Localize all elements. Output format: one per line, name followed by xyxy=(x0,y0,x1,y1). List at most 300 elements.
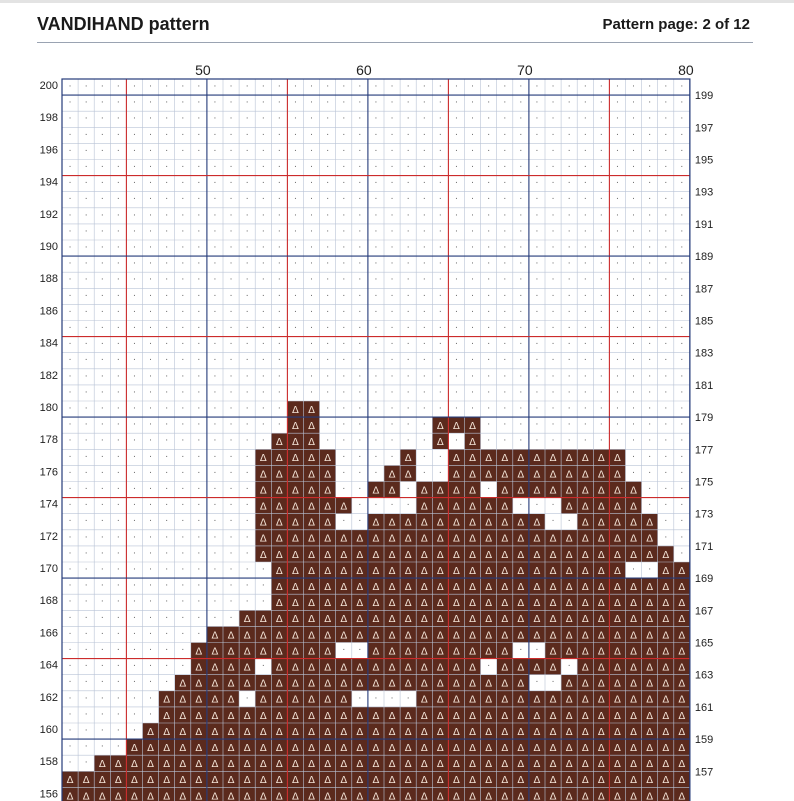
empty-dot: · xyxy=(245,339,249,350)
empty-dot: · xyxy=(342,130,346,141)
empty-dot: · xyxy=(310,194,313,205)
row-label-right: 195 xyxy=(694,154,714,167)
stitch-symbol: Δ xyxy=(356,565,364,577)
empty-dot: · xyxy=(487,661,491,672)
empty-dot: · xyxy=(326,403,330,414)
stitch-symbol: Δ xyxy=(114,775,122,787)
empty-dot: · xyxy=(551,387,555,398)
stitch-symbol: Δ xyxy=(292,630,299,642)
empty-dot: · xyxy=(213,532,217,543)
empty-dot: · xyxy=(535,275,539,286)
empty-dot: · xyxy=(680,81,684,92)
empty-dot: · xyxy=(84,758,88,769)
stitch-symbol: Δ xyxy=(259,791,267,801)
empty-dot: · xyxy=(342,516,346,527)
empty-dot: · xyxy=(406,500,410,511)
stitch-symbol: Δ xyxy=(243,743,251,755)
stitch-symbol: Δ xyxy=(646,694,654,706)
stitch-symbol: Δ xyxy=(646,759,654,771)
empty-dot: · xyxy=(133,420,136,431)
empty-dot: · xyxy=(213,436,217,447)
row-label-left: 176 xyxy=(39,466,58,479)
empty-dot: · xyxy=(616,403,619,414)
empty-dot: · xyxy=(551,516,555,527)
stitch-symbol: Δ xyxy=(678,775,686,787)
stitch-symbol: Δ xyxy=(581,630,589,642)
empty-dot: · xyxy=(213,226,217,237)
stitch-symbol: Δ xyxy=(388,743,396,755)
stitch-symbol: Δ xyxy=(388,759,396,771)
empty-dot: · xyxy=(680,548,684,559)
stitch-symbol: Δ xyxy=(597,694,605,706)
empty-dot: · xyxy=(116,242,120,253)
empty-dot: · xyxy=(68,709,72,720)
row-label-right: 161 xyxy=(694,701,714,714)
empty-dot: · xyxy=(229,484,233,495)
stitch-symbol: Δ xyxy=(292,582,299,594)
empty-dot: · xyxy=(551,81,555,92)
stitch-symbol: Δ xyxy=(453,726,460,738)
empty-dot: · xyxy=(455,387,458,398)
empty-dot: · xyxy=(181,452,185,463)
empty-dot: · xyxy=(487,242,491,253)
row-label-right: 163 xyxy=(694,669,714,682)
empty-dot: · xyxy=(116,629,120,640)
empty-dot: · xyxy=(406,693,410,704)
stitch-symbol: Δ xyxy=(324,614,332,626)
empty-dot: · xyxy=(455,178,458,189)
empty-dot: · xyxy=(100,226,104,237)
stitch-symbol: Δ xyxy=(243,678,251,690)
stitch-symbol: Δ xyxy=(517,533,525,545)
stitch-symbol: Δ xyxy=(533,598,541,610)
empty-dot: · xyxy=(229,436,233,447)
stitch-symbol: Δ xyxy=(485,565,493,577)
empty-dot: · xyxy=(632,436,635,447)
stitch-symbol: Δ xyxy=(259,517,267,529)
empty-dot: · xyxy=(245,581,249,592)
empty-dot: · xyxy=(133,242,136,253)
empty-dot: · xyxy=(149,452,152,463)
empty-dot: · xyxy=(535,130,539,141)
empty-dot: · xyxy=(100,548,104,559)
stitch-symbol: Δ xyxy=(211,726,219,738)
empty-dot: · xyxy=(229,210,233,221)
stitch-symbol: Δ xyxy=(195,678,203,690)
empty-dot: · xyxy=(133,146,136,157)
empty-dot: · xyxy=(181,355,185,366)
empty-dot: · xyxy=(165,194,169,205)
empty-dot: · xyxy=(277,420,281,431)
empty-dot: · xyxy=(133,194,136,205)
empty-dot: · xyxy=(374,242,378,253)
empty-dot: · xyxy=(326,355,330,366)
stitch-symbol: Δ xyxy=(147,791,154,801)
stitch-symbol: Δ xyxy=(275,743,283,755)
empty-dot: · xyxy=(84,242,88,253)
empty-dot: · xyxy=(390,130,394,141)
empty-dot: · xyxy=(390,146,394,157)
empty-dot: · xyxy=(648,81,652,92)
stitch-symbol: Δ xyxy=(243,630,251,642)
empty-dot: · xyxy=(310,307,313,318)
stitch-symbol: Δ xyxy=(549,453,557,465)
row-label-right: 181 xyxy=(694,379,714,392)
stitch-symbol: Δ xyxy=(630,598,637,610)
empty-dot: · xyxy=(583,98,587,109)
empty-dot: · xyxy=(213,500,217,511)
empty-dot: · xyxy=(310,146,313,157)
empty-dot: · xyxy=(149,420,152,431)
stitch-symbol: Δ xyxy=(82,791,90,801)
empty-dot: · xyxy=(197,130,201,141)
empty-dot: · xyxy=(358,226,362,237)
empty-dot: · xyxy=(471,146,474,157)
empty-dot: · xyxy=(181,484,185,495)
stitch-symbol: Δ xyxy=(597,501,605,513)
row-label-left: 188 xyxy=(39,273,58,286)
stitch-symbol: Δ xyxy=(453,775,460,787)
stitch-symbol: Δ xyxy=(404,726,412,738)
stitch-symbol: Δ xyxy=(163,710,171,722)
empty-dot: · xyxy=(326,130,330,141)
empty-dot: · xyxy=(229,371,233,382)
empty-dot: · xyxy=(181,613,185,624)
stitch-symbol: Δ xyxy=(292,485,299,497)
empty-dot: · xyxy=(133,564,136,575)
empty-dot: · xyxy=(229,403,233,414)
stitch-symbol: Δ xyxy=(308,469,315,481)
empty-dot: · xyxy=(84,371,88,382)
empty-dot: · xyxy=(165,532,169,543)
stitch-symbol: Δ xyxy=(614,694,621,706)
stitch-symbol: Δ xyxy=(662,726,670,738)
column-label: 50 xyxy=(195,62,211,78)
empty-dot: · xyxy=(680,210,684,221)
empty-dot: · xyxy=(616,194,619,205)
stitch-symbol: Δ xyxy=(436,678,444,690)
empty-dot: · xyxy=(374,226,378,237)
empty-dot: · xyxy=(294,178,297,189)
stitch-symbol: Δ xyxy=(549,630,557,642)
empty-dot: · xyxy=(68,436,72,447)
empty-dot: · xyxy=(551,339,555,350)
stitch-symbol: Δ xyxy=(420,582,428,594)
empty-dot: · xyxy=(84,468,88,479)
empty-dot: · xyxy=(213,581,217,592)
empty-dot: · xyxy=(229,581,233,592)
stitch-symbol: Δ xyxy=(565,678,573,690)
empty-dot: · xyxy=(116,597,120,608)
empty-dot: · xyxy=(197,500,201,511)
empty-dot: · xyxy=(390,436,394,447)
empty-dot: · xyxy=(245,484,249,495)
empty-dot: · xyxy=(455,307,458,318)
stitch-symbol: Δ xyxy=(420,646,428,658)
stitch-symbol: Δ xyxy=(420,791,428,801)
stitch-symbol: Δ xyxy=(388,646,396,658)
empty-dot: · xyxy=(342,484,346,495)
stitch-symbol: Δ xyxy=(372,598,380,610)
stitch-symbol: Δ xyxy=(662,582,670,594)
stitch-symbol: Δ xyxy=(469,485,476,497)
stitch-symbol: Δ xyxy=(211,791,219,801)
row-label-left: 168 xyxy=(39,595,58,608)
empty-dot: · xyxy=(277,307,281,318)
empty-dot: · xyxy=(229,114,233,125)
stitch-symbol: Δ xyxy=(243,662,251,674)
stitch-symbol: Δ xyxy=(340,501,348,513)
empty-dot: · xyxy=(197,226,201,237)
empty-dot: · xyxy=(310,323,313,334)
stitch-symbol: Δ xyxy=(308,404,315,416)
stitch-symbol: Δ xyxy=(565,743,573,755)
stitch-symbol: Δ xyxy=(259,678,267,690)
stitch-symbol: Δ xyxy=(597,614,605,626)
empty-dot: · xyxy=(406,371,410,382)
stitch-symbol: Δ xyxy=(436,598,444,610)
empty-dot: · xyxy=(165,564,169,575)
stitch-symbol: Δ xyxy=(372,710,380,722)
empty-dot: · xyxy=(648,371,652,382)
empty-dot: · xyxy=(68,532,72,543)
empty-dot: · xyxy=(374,178,378,189)
empty-dot: · xyxy=(68,130,72,141)
empty-dot: · xyxy=(116,275,120,286)
empty-dot: · xyxy=(294,194,297,205)
empty-dot: · xyxy=(165,323,169,334)
row-label-left: 178 xyxy=(39,434,58,447)
stitch-symbol: Δ xyxy=(404,662,412,674)
stitch-symbol: Δ xyxy=(614,726,621,738)
empty-dot: · xyxy=(181,210,185,221)
empty-dot: · xyxy=(390,307,394,318)
empty-dot: · xyxy=(294,162,297,173)
stitch-symbol: Δ xyxy=(388,598,396,610)
empty-dot: · xyxy=(487,259,491,270)
empty-dot: · xyxy=(149,581,152,592)
stitch-symbol: Δ xyxy=(678,662,686,674)
stitch-symbol: Δ xyxy=(324,791,332,801)
empty-dot: · xyxy=(84,387,88,398)
stitch-symbol: Δ xyxy=(469,662,476,674)
empty-dot: · xyxy=(165,114,169,125)
empty-dot: · xyxy=(535,146,539,157)
empty-dot: · xyxy=(165,371,169,382)
empty-dot: · xyxy=(116,436,120,447)
empty-dot: · xyxy=(680,323,684,334)
empty-dot: · xyxy=(116,564,120,575)
empty-dot: · xyxy=(551,307,555,318)
empty-dot: · xyxy=(165,484,169,495)
stitch-symbol: Δ xyxy=(662,614,670,626)
empty-dot: · xyxy=(100,323,104,334)
stitch-symbol: Δ xyxy=(517,469,525,481)
empty-dot: · xyxy=(213,516,217,527)
empty-dot: · xyxy=(632,242,635,253)
empty-dot: · xyxy=(100,597,104,608)
stitch-symbol: Δ xyxy=(356,582,364,594)
stitch-symbol: Δ xyxy=(517,710,525,722)
stitch-symbol: Δ xyxy=(324,453,332,465)
empty-dot: · xyxy=(599,323,603,334)
stitch-symbol: Δ xyxy=(340,726,348,738)
empty-dot: · xyxy=(374,452,378,463)
empty-dot: · xyxy=(519,259,523,270)
empty-dot: · xyxy=(68,452,72,463)
empty-dot: · xyxy=(84,709,88,720)
stitch-symbol: Δ xyxy=(646,775,654,787)
stitch-symbol: Δ xyxy=(340,791,348,801)
empty-dot: · xyxy=(358,275,362,286)
stitch-symbol: Δ xyxy=(517,582,525,594)
row-label-right: 197 xyxy=(694,122,714,135)
empty-dot: · xyxy=(374,355,378,366)
stitch-symbol: Δ xyxy=(646,533,654,545)
empty-dot: · xyxy=(680,275,684,286)
stitch-symbol: Δ xyxy=(388,469,396,481)
stitch-symbol: Δ xyxy=(549,549,557,561)
empty-dot: · xyxy=(294,146,297,157)
stitch-symbol: Δ xyxy=(324,485,332,497)
empty-dot: · xyxy=(374,114,378,125)
stitch-symbol: Δ xyxy=(324,598,332,610)
empty-dot: · xyxy=(294,387,297,398)
stitch-symbol: Δ xyxy=(565,791,573,801)
empty-dot: · xyxy=(583,146,587,157)
stitch-symbol: Δ xyxy=(404,775,412,787)
empty-dot: · xyxy=(213,468,217,479)
stitch-symbol: Δ xyxy=(565,614,573,626)
stitch-symbol: Δ xyxy=(485,791,493,801)
empty-dot: · xyxy=(422,259,426,270)
stitch-symbol: Δ xyxy=(388,678,396,690)
empty-dot: · xyxy=(116,291,120,302)
stitch-symbol: Δ xyxy=(614,630,621,642)
stitch-symbol: Δ xyxy=(453,614,460,626)
stitch-symbol: Δ xyxy=(646,517,654,529)
empty-dot: · xyxy=(599,307,603,318)
stitch-symbol: Δ xyxy=(324,501,332,513)
empty-dot: · xyxy=(342,355,346,366)
stitch-symbol: Δ xyxy=(372,614,380,626)
stitch-symbol: Δ xyxy=(517,549,525,561)
empty-dot: · xyxy=(567,516,571,527)
stitch-symbol: Δ xyxy=(646,549,654,561)
empty-dot: · xyxy=(358,307,362,318)
empty-dot: · xyxy=(503,339,507,350)
stitch-symbol: Δ xyxy=(292,421,299,433)
empty-dot: · xyxy=(599,242,603,253)
empty-dot: · xyxy=(165,146,169,157)
stitch-symbol: Δ xyxy=(614,614,621,626)
empty-dot: · xyxy=(342,291,346,302)
stitch-symbol: Δ xyxy=(533,485,541,497)
empty-dot: · xyxy=(551,130,555,141)
empty-dot: · xyxy=(84,516,88,527)
stitch-symbol: Δ xyxy=(308,759,315,771)
stitch-symbol: Δ xyxy=(533,694,541,706)
empty-dot: · xyxy=(133,548,136,559)
stitch-symbol: Δ xyxy=(533,469,541,481)
stitch-symbol: Δ xyxy=(614,517,621,529)
empty-dot: · xyxy=(165,468,169,479)
empty-dot: · xyxy=(165,581,169,592)
stitch-symbol: Δ xyxy=(308,501,315,513)
empty-dot: · xyxy=(149,242,152,253)
empty-dot: · xyxy=(245,226,249,237)
empty-dot: · xyxy=(116,709,120,720)
empty-dot: · xyxy=(84,581,88,592)
empty-dot: · xyxy=(116,742,120,753)
empty-dot: · xyxy=(567,114,571,125)
stitch-symbol: Δ xyxy=(501,630,509,642)
stitch-symbol: Δ xyxy=(614,485,621,497)
empty-dot: · xyxy=(342,275,346,286)
stitch-symbol: Δ xyxy=(501,517,509,529)
empty-dot: · xyxy=(487,403,491,414)
empty-dot: · xyxy=(358,420,362,431)
stitch-symbol: Δ xyxy=(678,791,686,801)
empty-dot: · xyxy=(133,81,136,92)
empty-dot: · xyxy=(261,259,265,270)
empty-dot: · xyxy=(133,275,136,286)
empty-dot: · xyxy=(390,98,394,109)
empty-dot: · xyxy=(197,178,201,189)
empty-dot: · xyxy=(133,581,136,592)
stitch-symbol: Δ xyxy=(243,614,251,626)
empty-dot: · xyxy=(358,468,362,479)
empty-dot: · xyxy=(471,162,474,173)
empty-dot: · xyxy=(277,114,281,125)
stitch-symbol: Δ xyxy=(549,646,557,658)
empty-dot: · xyxy=(294,210,297,221)
stitch-symbol: Δ xyxy=(436,533,444,545)
empty-dot: · xyxy=(599,98,603,109)
stitch-symbol: Δ xyxy=(485,549,493,561)
empty-dot: · xyxy=(664,210,668,221)
empty-dot: · xyxy=(438,307,442,318)
empty-dot: · xyxy=(100,146,104,157)
empty-dot: · xyxy=(487,210,491,221)
empty-dot: · xyxy=(455,146,458,157)
empty-dot: · xyxy=(197,581,201,592)
empty-dot: · xyxy=(487,371,491,382)
empty-dot: · xyxy=(133,500,136,511)
empty-dot: · xyxy=(632,162,635,173)
stitch-symbol: Δ xyxy=(453,646,460,658)
empty-dot: · xyxy=(68,307,72,318)
empty-dot: · xyxy=(116,146,120,157)
stitch-symbol: Δ xyxy=(292,694,299,706)
stitch-symbol: Δ xyxy=(614,791,621,801)
stitch-symbol: Δ xyxy=(372,485,380,497)
empty-dot: · xyxy=(342,146,346,157)
stitch-symbol: Δ xyxy=(501,726,509,738)
stitch-symbol: Δ xyxy=(420,678,428,690)
stitch-symbol: Δ xyxy=(372,759,380,771)
row-label-left: 156 xyxy=(39,788,58,801)
stitch-symbol: Δ xyxy=(501,453,509,465)
stitch-symbol: Δ xyxy=(485,614,493,626)
empty-dot: · xyxy=(567,226,571,237)
empty-dot: · xyxy=(213,323,217,334)
stitch-symbol: Δ xyxy=(614,469,621,481)
empty-dot: · xyxy=(229,564,233,575)
stitch-symbol: Δ xyxy=(404,759,412,771)
empty-dot: · xyxy=(422,130,426,141)
empty-dot: · xyxy=(84,146,88,157)
